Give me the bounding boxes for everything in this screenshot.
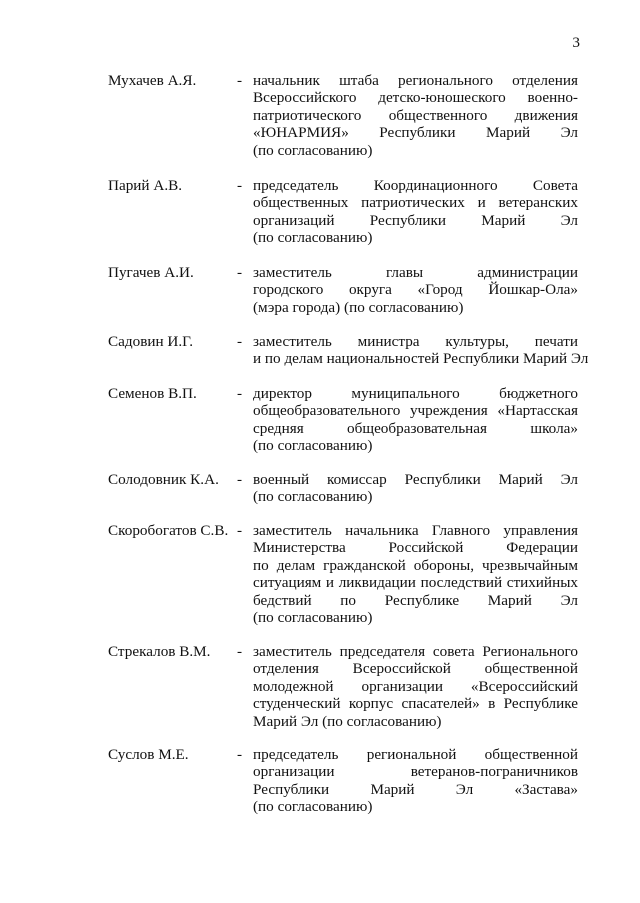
entry-name: Скоробогатов С.В. xyxy=(108,522,229,539)
description-line: отделения Всероссийской общественной xyxy=(253,660,578,678)
entry-dash: - xyxy=(237,643,243,660)
description-line: по делам гражданской обороны, чрезвычайным xyxy=(253,556,578,574)
entry-description xyxy=(253,333,589,368)
entry-dash: - xyxy=(237,264,243,281)
description-line: (по согласованию) xyxy=(253,488,373,506)
entry-dash: - xyxy=(237,333,243,350)
description-line: (по согласованию) xyxy=(253,141,373,159)
description-line: организации ветеранов-пограничников xyxy=(253,763,578,781)
description-line: и по делам национальностей Республики Марий Эл xyxy=(253,350,589,368)
page-number: 3 xyxy=(572,34,580,51)
entry-dash: - xyxy=(237,177,243,194)
description-line: (по согласованию) xyxy=(253,437,373,455)
entry-description xyxy=(253,643,578,730)
description-line: заместитель министра культуры, печати xyxy=(253,333,578,350)
description-line: Министерства Российской Федерации xyxy=(253,539,578,557)
description-line: организаций Республики Марий Эл xyxy=(253,211,578,229)
description-line: (по согласованию) xyxy=(253,609,373,627)
description-line: (мэра города) (по согласованию) xyxy=(253,298,464,316)
entry-name: Стрекалов В.М. xyxy=(108,643,211,660)
description-line: студенческий корпус спасателей» в Республике xyxy=(253,695,578,713)
description-line: молодежной организации «Всероссийский xyxy=(253,677,578,695)
description-line: средняя общеобразовательная школа» xyxy=(253,419,578,437)
description-line: заместитель главы администрации xyxy=(253,264,578,281)
entry-description xyxy=(253,72,578,159)
entry-description xyxy=(253,471,578,506)
entry-description xyxy=(253,177,578,247)
entry-description xyxy=(253,522,578,626)
entry-description xyxy=(253,746,578,816)
entry-name: Суслов М.Е. xyxy=(108,746,189,763)
entry-dash: - xyxy=(237,471,243,488)
description-line: общеобразовательного учреждения «Нартасская xyxy=(253,402,578,420)
description-line: Республики Марий Эл «Застава» xyxy=(253,780,578,798)
entry-dash: - xyxy=(237,746,243,763)
description-line: «ЮНАРМИЯ» Республики Марий Эл xyxy=(253,124,578,142)
description-line: общественных патриотических и ветеранских xyxy=(253,194,578,212)
description-line: городского округа «Город Йошкар-Ола» xyxy=(253,281,578,299)
description-line: патриотического общественного движения xyxy=(253,106,578,124)
entry-dash: - xyxy=(237,522,243,539)
description-line: ситуациям и ликвидации последствий стихийных xyxy=(253,574,578,592)
description-line: заместитель начальника Главного управления xyxy=(253,522,578,539)
description-line: (по согласованию) xyxy=(253,229,373,247)
description-line: начальник штаба регионального отделения xyxy=(253,72,578,89)
description-line: заместитель председателя совета Регионального xyxy=(253,643,578,660)
entry-name: Садовин И.Г. xyxy=(108,333,194,350)
entry-name: Семенов В.П. xyxy=(108,385,197,402)
description-line: Марий Эл (по согласованию) xyxy=(253,712,442,730)
description-line: Всероссийского детско-юношеского военно- xyxy=(253,89,578,107)
entry-dash: - xyxy=(237,385,243,402)
description-line: директор муниципального бюджетного xyxy=(253,385,578,402)
entry-dash: - xyxy=(237,72,243,89)
description-line: председатель региональной общественной xyxy=(253,746,578,763)
entry-name: Пугачев А.И. xyxy=(108,264,194,281)
description-line: (по согласованию) xyxy=(253,798,373,816)
description-line: военный комиссар Республики Марий Эл xyxy=(253,471,578,488)
entry-name: Парий А.В. xyxy=(108,177,183,194)
description-line: председатель Координационного Совета xyxy=(253,177,578,194)
entry-description xyxy=(253,385,578,455)
entry-name: Мухачев А.Я. xyxy=(108,72,197,89)
entry-name: Солодовник К.А. xyxy=(108,471,219,488)
description-line: бедствий по Республике Марий Эл xyxy=(253,591,578,609)
entry-description xyxy=(253,264,578,316)
